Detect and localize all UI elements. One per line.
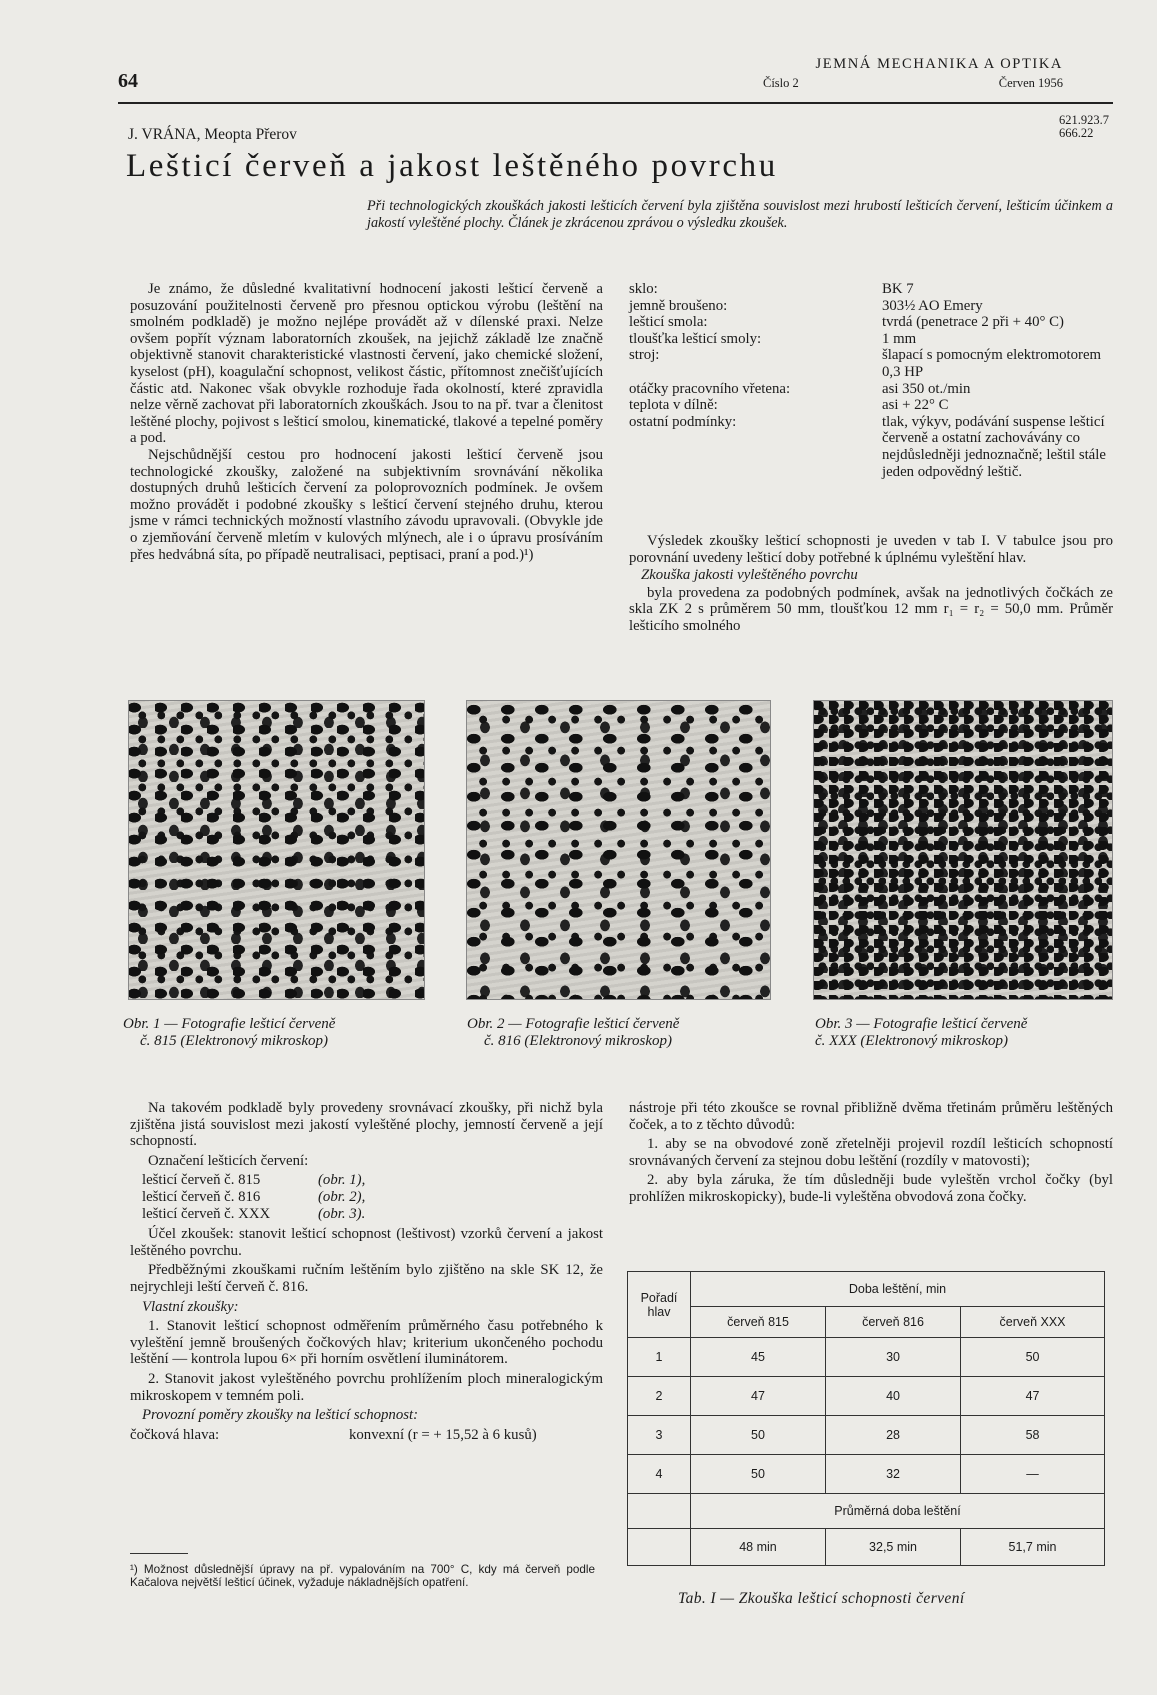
table-cell: 51,7 min — [961, 1529, 1105, 1566]
table-column-header: červeň 816 — [826, 1307, 961, 1338]
list-item-ref: (obr. 2), — [318, 1188, 366, 1205]
table-cell: — — [961, 1455, 1105, 1494]
table-corner-header: Pořadí hlav — [628, 1272, 691, 1338]
caption-line: č. 816 (Elektronový mikroskop) — [484, 1033, 672, 1049]
table-row — [628, 1377, 1105, 1416]
list-item — [142, 1206, 603, 1223]
caption-line: č. 815 (Elektronový mikroskop) — [140, 1033, 328, 1049]
figure-2-micrograph — [466, 700, 771, 1000]
spec-value: 303½ AO Emery — [882, 297, 983, 314]
table-cell: 32,5 min — [826, 1529, 961, 1566]
right-column-bottom — [629, 1100, 1113, 1209]
figure-3-micrograph — [813, 700, 1113, 1000]
table-column-header: červeň 815 — [691, 1307, 826, 1338]
table-cell: 50 — [961, 1338, 1105, 1377]
spec-value: tlak, výkyv, podávání suspense lešticí červeně a ostatní zachovávány co nejdůsledněji jednoznačně; leštil stále jeden odpovědný leštič. — [882, 413, 1106, 480]
spec-key: teplota v dílně: — [629, 397, 718, 414]
left-column-bottom — [130, 1100, 603, 1443]
sample-list — [142, 1172, 603, 1222]
table-group-header: Doba leštění, min — [691, 1272, 1105, 1307]
table-cell: 2 — [628, 1377, 691, 1416]
list-item-ref: (obr. 3). — [318, 1205, 366, 1222]
journal-name: JEMNÁ MECHANIKA A OPTIKA — [815, 56, 1063, 72]
test-conditions-list — [629, 281, 1113, 480]
spec-value: tvrdá (penetrace 2 při + 40° C) — [882, 314, 1064, 331]
list-item — [142, 1172, 603, 1189]
table-row — [628, 1455, 1105, 1494]
spec-value: asi + 22° C — [882, 397, 949, 414]
table-caption: Tab. I — Zkouška lešticí schopnosti červení — [678, 1590, 965, 1607]
figure-3-caption — [815, 1016, 1027, 1050]
spec-value: šlapací s pomocným elektromotorem 0,3 HP — [882, 347, 1102, 380]
caption-line: č. XXX (Elektronový mikroskop) — [815, 1033, 1008, 1049]
section-subheading: Provozní poměry zkoušky na lešticí schopnost: — [142, 1407, 419, 1424]
table-cell: 3 — [628, 1416, 691, 1455]
spec-key: otáčky pracovního vřetena: — [629, 380, 791, 397]
results-table — [627, 1271, 1105, 1566]
spec-key: sklo: — [629, 281, 658, 297]
article-title: Lešticí červeň a jakost leštěného povrchu — [126, 148, 778, 184]
caption-line: Obr. 2 — Fotografie lešticí červeně — [467, 1016, 680, 1032]
section-subheading: Vlastní zkoušky: — [142, 1298, 239, 1315]
table-row — [628, 1529, 1105, 1566]
table-cell: 1 — [628, 1338, 691, 1377]
footnote: ¹) Možnost důslednější úpravy na př. vypalováním na 700° C, kdy má červeň podle Kačalova největší lešticí účinek, vyžaduje nákladnějších opatření. — [130, 1563, 595, 1590]
right-column-top — [629, 533, 1113, 636]
abstract: Při technologických zkouškách jakosti lešticích červení byla zjištěna souvislost mezi hrubostí lešticích červení, lešticím účinkem a jakostí vyleštěné plochy. Článek je zkrácenou zprávou o výsledku zkoušek. — [367, 198, 1113, 231]
spec-key: ostatní podmínky: — [629, 413, 737, 430]
figure-1-caption — [123, 1016, 335, 1050]
table-cell: 45 — [691, 1338, 826, 1377]
table-cell: 30 — [826, 1338, 961, 1377]
spec-key: stroj: — [629, 347, 660, 364]
left-column-top — [130, 281, 603, 563]
list-item — [142, 1189, 603, 1206]
spec-value: konvexní (r = + 15,52 à 6 kusů) — [349, 1426, 537, 1443]
list-item-label: lešticí červeň č. XXX — [142, 1205, 271, 1222]
issue-number: Číslo 2 — [763, 76, 799, 90]
issue-date: Červen 1956 — [998, 76, 1063, 90]
table-cell: 28 — [826, 1416, 961, 1455]
udc-line-2: 666.22 — [1059, 126, 1094, 140]
footnote-rule — [130, 1553, 188, 1554]
udc-code — [1059, 114, 1109, 140]
caption-line: Obr. 1 — Fotografie lešticí červeně — [123, 1016, 336, 1032]
table-row — [628, 1338, 1105, 1377]
spec-row — [130, 1427, 603, 1444]
author: J. VRÁNA, Meopta Přerov — [128, 126, 297, 143]
spec-value: 1 mm — [882, 330, 917, 347]
list-item-ref: (obr. 1), — [318, 1172, 366, 1189]
table-cell — [628, 1494, 691, 1529]
list-intro: Označení lešticích červení: — [148, 1152, 309, 1169]
section-subheading: Zkouška jakosti vyleštěného povrchu — [641, 567, 858, 584]
table-cell: 4 — [628, 1455, 691, 1494]
table-cell: 32 — [826, 1455, 961, 1494]
spec-key: jemně broušeno: — [629, 297, 728, 314]
paragraph: nástroje při této zkoušce se rovnal přibližně dvěma třetinám průměru leštěných čoček, a to z těchto důvodů: — [629, 1100, 1113, 1133]
spec-value: BK 7 — [882, 281, 914, 297]
list-item-label: lešticí červeň č. 815 — [142, 1172, 261, 1189]
paragraph: Výsledek zkoušky lešticí schopnosti je uveden v tab I. V tabulce jsou pro porovnání uvedeny lešticí doby potřebné k úplnému vyleštění hlav. — [629, 533, 1113, 566]
spec-key: čočková hlava: — [130, 1426, 220, 1443]
paragraph: byla provedena za podobných podmínek, avšak na jednotlivých čočkách ze skla ZK 2 s průměrem 50 mm, tloušťkou 12 mm r₁ = r₂ = 50,0 mm. Průměr lešticího smolného — [629, 584, 1113, 634]
table-row — [628, 1416, 1105, 1455]
paragraph: 2. aby byla záruka, že tím důsledněji bude vyleštěn vrchol čočky (byl prohlížen mikroskopicky), bude-li vyleštěna obvodová zona čočky. — [629, 1172, 1113, 1205]
paragraph: Na takovém podkladě byly provedeny srovnávací zkoušky, při nichž byla zjištěna jistá souvislost mezi jakostí vyleštěné plochy, jemností červeně a její schopností. — [130, 1100, 603, 1150]
paragraph: Účel zkoušek: stanovit lešticí schopnost (leštivost) vzorků červení a jakost leštěného povrchu. — [130, 1226, 603, 1259]
list-item-label: lešticí červeň č. 816 — [142, 1188, 261, 1205]
table-cell: 48 min — [691, 1529, 826, 1566]
paragraph: 1. Stanovit lešticí schopnost odměřením průměrného času potřebného k vyleštění jemně broušených čočkových hlav; kriterium ukončeného pochodu leštění — kontrola lupou 6× při horním osvětlení iluminátorem. — [130, 1318, 603, 1368]
caption-line: Obr. 3 — Fotografie lešticí červeně — [815, 1016, 1028, 1032]
paragraph: 1. aby se na obvodové zoně zřetelněji projevil rozdíl lešticích schopností srovnávaných červení za stejnou dobu leštění (rozdíly v matovosti); — [629, 1136, 1113, 1169]
paragraph: Nejschůdnější cestou pro hodnocení jakosti lešticí červeně jsou technologické zkoušky, založené na subjektivním srovnávání několika dostupných druhů lešticích červení za poloprovozních podmínek. Je ovšem možno provádět i podobné zkoušky s lešticí červení stejného druhu, kterou jsme v rámci technických možností vlastního závodu upravovali. (Obvykle jde o zjemňování červeně mletím v kulových mlýnech, ale i o úpravu prosíváním přes hedvábná síta, po případě neutralisaci, peptisaci, praní a pod.)¹) — [130, 446, 603, 563]
figure-2-caption — [467, 1016, 679, 1050]
table-cell: 47 — [961, 1377, 1105, 1416]
table-column-header: červeň XXX — [961, 1307, 1105, 1338]
paragraph: Je známo, že důsledné kvalitativní hodnocení jakosti lešticí červeně a posuzování použitelnosti červeně pro přesnou optickou výrobu (leštění na smolném podkladě) je možno nejlépe provádět až v dílenské praxi. Nelze ovšem popřít význam laboratorních zkoušek, na jejichž základě lze značně objektivně stanovit charakteristické vlastnosti červení, jako chemické složení, kyselost (pH), koagulační schopnost, velikost částic, přítomnost znečišťujících částic atd. Nakonec však obvykle rozhoduje řada okolností, které zpravidla nelze věrně zachovat při laboratorních zkouškách. Jsou to na př. tvar a členitost leštěné plochy, pojivost s lešticí smolou, kinematické, tlakové a tepelné poměry a pod. — [130, 281, 603, 447]
table-cell: 58 — [961, 1416, 1105, 1455]
table-cell — [628, 1529, 691, 1566]
paragraph: Předběžnými zkouškami ručním leštěním bylo zjištěno na skle SK 12, že nejrychleji leští červeň č. 816. — [130, 1262, 603, 1295]
table-cell: 40 — [826, 1377, 961, 1416]
table-cell: 47 — [691, 1377, 826, 1416]
header-rule — [118, 102, 1113, 104]
table-average-header: Průměrná doba leštění — [691, 1494, 1105, 1529]
journal-header — [763, 56, 1063, 91]
table-cell: 50 — [691, 1455, 826, 1494]
spec-key: tloušťka lešticí smoly: — [629, 330, 762, 347]
spec-key: lešticí smola: — [629, 314, 708, 331]
udc-line-1: 621.923.7 — [1059, 113, 1109, 127]
figure-1-micrograph — [128, 700, 425, 1000]
page-number: 64 — [118, 70, 138, 92]
table-cell: 50 — [691, 1416, 826, 1455]
paragraph: 2. Stanovit jakost vyleštěného povrchu prohlížením ploch mineralogickým mikroskopem v temném poli. — [130, 1370, 603, 1404]
spec-value: asi 350 ot./min — [882, 380, 971, 397]
